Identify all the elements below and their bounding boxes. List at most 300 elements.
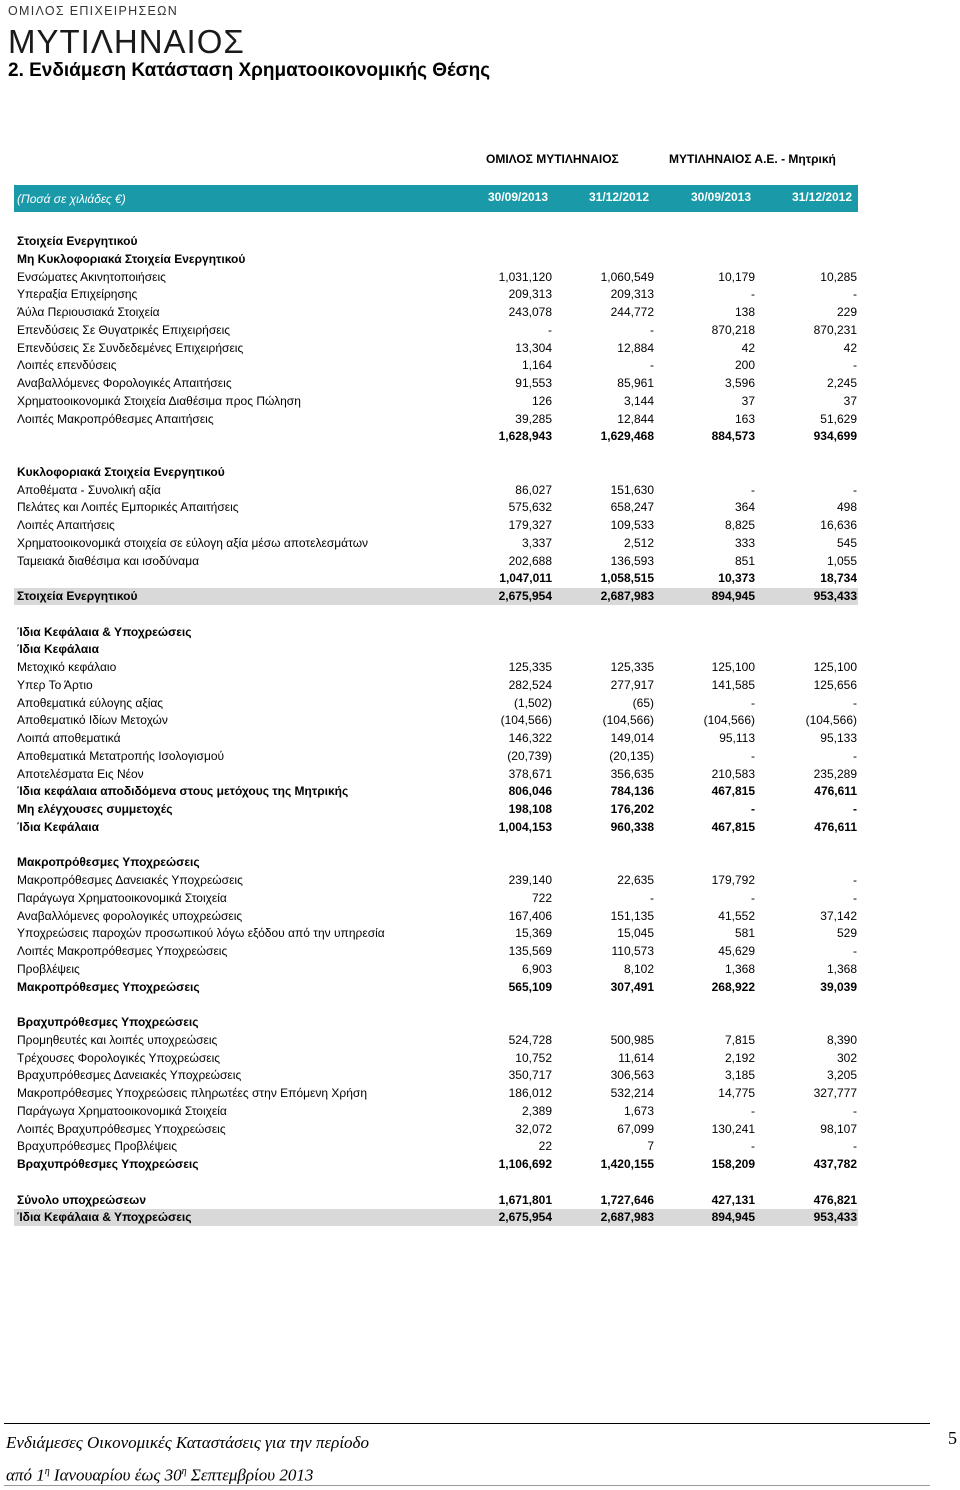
value-cell: 350,717 — [508, 1068, 552, 1083]
value-cell: 12,884 — [617, 340, 654, 355]
value-cell: 243,078 — [508, 305, 552, 319]
value-cell: 545 — [836, 535, 857, 550]
section-heading — [14, 854, 858, 871]
row-label: Προμηθευτές και λοιπές υποχρεώσεις — [17, 1032, 218, 1047]
value-cell: 10,373 — [718, 571, 755, 586]
value-cell: 500,985 — [610, 1032, 654, 1047]
row-label: Ίδια Κεφάλαια & Υποχρεώσεις — [17, 1210, 192, 1225]
value-cell: 3,185 — [724, 1068, 755, 1083]
table-row — [14, 908, 858, 925]
value-cell: 7 — [647, 1139, 654, 1154]
section-heading — [14, 641, 858, 658]
value-cell: 167,406 — [508, 908, 552, 923]
row-label: Αποθεματικά Μετατροπής Ισολογισμού — [17, 748, 225, 763]
value-cell: 109,533 — [610, 518, 654, 532]
parent-column-header: ΜΥΤΙΛΗΝΑΙΟΣ Α.Ε. - Μητρική — [669, 152, 836, 166]
table-row — [14, 357, 858, 374]
value-cell: 1,164 — [521, 358, 552, 373]
value-cell: 15,369 — [515, 926, 552, 941]
value-cell: 806,046 — [508, 784, 552, 799]
value-cell: 6,903 — [521, 961, 552, 976]
row-label: Λοιπές Βραχυπρόθεσμες Υποχρεώσεις — [17, 1121, 226, 1136]
value-cell: 2,389 — [521, 1103, 552, 1118]
value-cell: - — [650, 890, 654, 905]
value-cell: 302 — [836, 1050, 857, 1065]
table-spacer — [14, 606, 858, 623]
value-cell: 18,734 — [820, 571, 857, 586]
table-row — [14, 766, 858, 783]
row-label: Λοιπά αποθεματικά — [17, 731, 121, 745]
value-cell: - — [751, 802, 755, 816]
value-cell: (20,739) — [507, 748, 552, 763]
value-cell: 476,611 — [814, 819, 857, 834]
row-label: Επενδύσεις Σε Θυγατρικές Επιχειρήσεις — [17, 322, 231, 337]
svg-text:ΜΥΤΙΛΗΝΑΙΟΣ: ΜΥΤΙΛΗΝΑΙΟΣ — [8, 24, 245, 58]
value-cell: 467,815 — [711, 784, 755, 799]
row-label: Σύνολο υποχρεώσεων — [17, 1192, 146, 1207]
value-cell: 1,368 — [724, 961, 755, 976]
table-row — [14, 1192, 858, 1209]
section-heading — [14, 624, 858, 641]
value-cell: 8,825 — [724, 518, 755, 532]
table-row — [14, 482, 858, 499]
value-cell: 2,192 — [724, 1050, 755, 1065]
value-cell: 467,815 — [711, 819, 755, 834]
table-row — [14, 428, 858, 445]
footer-divider — [4, 1423, 930, 1424]
row-label: Άύλα Περιουσιακά Στοιχεία — [17, 305, 160, 319]
value-cell: 1,047,011 — [499, 571, 552, 586]
value-cell: - — [853, 482, 857, 497]
value-cell: 202,688 — [508, 553, 552, 568]
value-cell: (104,566) — [602, 713, 654, 728]
value-cell: 7,815 — [724, 1032, 755, 1047]
table-row — [14, 961, 858, 978]
table-row — [14, 269, 858, 286]
value-cell: 235,289 — [813, 766, 857, 781]
value-cell: 532,214 — [610, 1086, 654, 1100]
value-cell: (104,566) — [500, 713, 552, 728]
table-row — [14, 322, 858, 339]
row-label: Ενσώματες Ακινητοποιήσεις — [17, 269, 166, 284]
value-cell: 722 — [531, 890, 552, 905]
value-cell: - — [751, 695, 755, 710]
value-cell: 41,552 — [718, 908, 755, 923]
row-label: Βραχυπρόθεσμες Δανειακές Υποχρεώσεις — [17, 1068, 242, 1083]
value-cell: 125,335 — [508, 660, 552, 674]
value-cell: - — [751, 287, 755, 302]
table-row — [14, 411, 858, 428]
group-column-header: ΟΜΙΛΟΣ ΜΥΤΙΛΗΝΑΙΟΣ — [486, 152, 619, 166]
value-cell: 575,632 — [508, 500, 552, 515]
value-cell: 2,687,983 — [600, 1210, 654, 1225]
value-cell: 364 — [734, 500, 755, 515]
row-label: Υποχρεώσεις παροχών προσωπικού λόγω εξόδου από την υπηρεσία — [17, 926, 385, 941]
value-cell: - — [751, 1139, 755, 1154]
table-row — [14, 712, 858, 729]
footer-text — [6, 1428, 369, 1490]
table-spacer — [14, 837, 858, 854]
value-cell: 437,782 — [813, 1157, 857, 1171]
value-cell: 125,656 — [813, 677, 857, 692]
value-cell: 200 — [734, 358, 755, 373]
footer-line-2: από $1^\eta$ Ιανουαρίου έως $30^\eta$ Σεπτεμβρίου 2013 — [6, 1465, 314, 1485]
value-cell: 42 — [741, 340, 755, 355]
value-cell: 498 — [836, 500, 857, 515]
value-cell: - — [650, 322, 654, 337]
value-cell: - — [853, 287, 857, 302]
value-cell: 229 — [836, 305, 857, 319]
value-cell: 1,055 — [826, 553, 857, 568]
table-row — [14, 1067, 858, 1084]
value-cell: - — [853, 873, 857, 887]
value-cell: 3,144 — [623, 393, 654, 408]
value-cell: 427,131 — [711, 1192, 755, 1207]
row-label: Αναβαλλόμενες φορολογικές υποχρεώσεις — [17, 908, 243, 923]
table-row — [14, 1103, 858, 1120]
value-cell: 307,491 — [610, 979, 654, 994]
value-cell: 244,772 — [610, 305, 654, 319]
value-cell: 2,675,954 — [498, 1210, 552, 1225]
value-cell: 110,573 — [611, 944, 654, 958]
row-label: Μακροπρόθεσμες Δανειακές Υποχρεώσεις — [17, 873, 243, 887]
value-cell: 894,945 — [711, 589, 755, 603]
row-label: Ίδια Κεφάλαια — [17, 642, 99, 657]
value-cell: 85,961 — [617, 376, 654, 390]
logo-wordmark — [8, 24, 308, 58]
row-label: Αποτελέσματα Εις Νέον — [17, 766, 144, 781]
footer-divider-bottom — [4, 1485, 930, 1486]
row-label: Λοιπές Μακροπρόθεσμες Απαιτήσεις — [17, 411, 214, 426]
row-label: Στοιχεία Ενεργητικού — [17, 234, 138, 248]
value-cell: 91,553 — [515, 376, 552, 390]
row-label: Αποθεματικό Ιδίων Μετοχών — [17, 713, 168, 728]
row-label: Λοιπές Μακροπρόθεσμες Υποχρεώσεις — [17, 944, 228, 958]
value-cell: 581 — [734, 926, 755, 941]
value-cell: 1,727,646 — [600, 1192, 654, 1207]
table-row — [14, 570, 858, 587]
table-header-banner — [14, 185, 858, 212]
value-cell: 378,671 — [508, 766, 552, 781]
value-cell: 3,205 — [826, 1068, 857, 1083]
value-cell: 163 — [734, 411, 755, 426]
row-label: Χρηματοοικονομικά Στοιχεία Διαθέσιμα προς Πώληση — [17, 393, 301, 408]
row-label: Βραχυπρόθεσμες Υποχρεώσεις — [17, 1157, 199, 1171]
value-cell: 130,241 — [711, 1121, 755, 1136]
value-cell: - — [853, 944, 857, 958]
value-cell: 524,728 — [508, 1032, 552, 1047]
table-row — [14, 588, 858, 605]
table-row — [14, 553, 858, 570]
row-label: Επενδύσεις Σε Συνδεδεμένες Επιχειρήσεις — [17, 340, 244, 355]
row-label: Βραχυπρόθεσμες Υποχρεώσεις — [17, 1015, 199, 1029]
value-cell: 851 — [734, 553, 755, 568]
value-cell: 953,433 — [813, 589, 857, 603]
section-heading — [14, 251, 858, 268]
table-spacer — [14, 446, 858, 463]
value-cell: 151,135 — [610, 908, 654, 923]
row-label: Στοιχεία Ενεργητικού — [17, 589, 138, 603]
value-cell: 158,209 — [711, 1157, 755, 1171]
table-row — [14, 340, 858, 357]
value-cell: 37,142 — [820, 908, 857, 923]
value-cell: - — [853, 1139, 857, 1154]
value-cell: 10,179 — [718, 269, 755, 284]
table-row — [14, 730, 858, 747]
table-row — [14, 979, 858, 996]
value-cell: 14,775 — [718, 1086, 755, 1100]
table-row — [14, 375, 858, 392]
value-cell: 149,014 — [610, 731, 654, 745]
row-label: Μη Κυκλοφοριακά Στοιχεία Ενεργητικού — [17, 251, 246, 266]
table-row — [14, 1085, 858, 1102]
value-cell: 37 — [741, 393, 755, 408]
value-cell: 2,512 — [623, 535, 654, 550]
table-row — [14, 659, 858, 676]
value-cell: 10,752 — [515, 1050, 552, 1065]
value-cell: 98,107 — [820, 1121, 857, 1136]
value-cell: 39,039 — [820, 979, 857, 994]
value-cell: 894,945 — [711, 1210, 755, 1225]
value-cell: 126 — [531, 393, 552, 408]
value-cell: 11,614 — [618, 1050, 654, 1065]
table-row — [14, 695, 858, 712]
date-header: 31/12/2012 — [791, 190, 853, 204]
value-cell: 1,673 — [623, 1103, 654, 1118]
table-row — [14, 499, 858, 516]
value-cell: - — [548, 322, 552, 337]
value-cell: 15,045 — [617, 926, 654, 941]
value-cell: 135,569 — [508, 944, 552, 958]
value-cell: 870,231 — [813, 322, 857, 337]
table-row — [14, 286, 858, 303]
value-cell: 37 — [843, 393, 857, 408]
row-label: Ίδια Κεφάλαια — [17, 819, 99, 834]
value-cell: 1,629,468 — [600, 429, 654, 444]
row-label: Αποθεματικά εύλογης αξίας — [17, 695, 164, 710]
value-cell: 476,821 — [813, 1192, 857, 1207]
value-cell: 45,629 — [718, 944, 755, 958]
row-label: Λοιπές Απαιτήσεις — [17, 518, 115, 532]
value-cell: 42 — [843, 340, 857, 355]
table-row — [14, 1121, 858, 1138]
value-cell: 125,100 — [711, 660, 755, 674]
value-cell: 239,140 — [508, 873, 552, 887]
row-label: Μετοχικό κεφάλαιο — [17, 660, 117, 674]
table-row — [14, 1050, 858, 1067]
value-cell: 95,113 — [719, 731, 755, 745]
value-cell: 39,285 — [515, 411, 552, 426]
table-row — [14, 943, 858, 960]
value-cell: 125,335 — [610, 660, 654, 674]
value-cell: - — [751, 748, 755, 763]
value-cell: 125,100 — [813, 660, 857, 674]
value-cell: 10,285 — [820, 269, 857, 284]
value-cell: - — [853, 890, 857, 905]
section-heading — [14, 1014, 858, 1031]
row-label: Πελάτες και Λοιπές Εμπορικές Απαιτήσεις — [17, 500, 239, 515]
value-cell: - — [751, 890, 755, 905]
row-label: Κυκλοφοριακά Στοιχεία Ενεργητικού — [17, 464, 225, 479]
value-cell: 179,327 — [508, 518, 552, 532]
value-cell: 198,108 — [508, 802, 552, 816]
footer-line-1: Ενδιάμεσες Οικονομικές Καταστάσεις για την περίοδο — [6, 1433, 369, 1452]
value-cell: 51,629 — [820, 411, 857, 426]
table-row — [14, 890, 858, 907]
value-cell: 2,245 — [826, 376, 857, 390]
value-cell: 1,628,943 — [498, 429, 552, 444]
value-cell: 953,433 — [813, 1210, 857, 1225]
value-cell: 209,313 — [610, 287, 654, 302]
section-heading — [14, 464, 858, 481]
value-cell: 1,106,692 — [498, 1157, 552, 1171]
value-cell: 1,058,515 — [600, 571, 654, 586]
row-label: Υπερ Το Άρτιο — [17, 677, 93, 692]
date-header: 30/09/2013 — [487, 190, 549, 204]
page-title: 2. Ενδιάμεση Κατάσταση Χρηματοοικονομικής Θέσης — [8, 60, 491, 81]
value-cell: 138 — [734, 305, 755, 319]
value-cell: (65) — [632, 695, 654, 710]
value-cell: 176,202 — [610, 802, 654, 816]
value-cell: 476,611 — [814, 784, 857, 799]
value-cell: 1,031,120 — [498, 269, 552, 284]
value-cell: 565,109 — [508, 979, 552, 994]
row-label: Αποθέματα - Συνολική αξία — [17, 482, 161, 497]
value-cell: 151,630 — [610, 482, 654, 497]
value-cell: 934,699 — [813, 429, 857, 444]
value-cell: 146,322 — [508, 731, 552, 745]
value-cell: 306,563 — [610, 1068, 654, 1083]
value-cell: 1,060,549 — [600, 269, 654, 284]
value-cell: 8,102 — [623, 961, 654, 976]
value-cell: 784,136 — [610, 784, 654, 799]
unit-label: (Ποσά σε χιλιάδες €) — [17, 192, 126, 206]
table-row — [14, 677, 858, 694]
value-cell: (104,566) — [805, 713, 857, 728]
row-label: Προβλέψεις — [17, 961, 80, 976]
row-label: Ίδια Κεφάλαια & Υποχρεώσεις — [17, 624, 192, 639]
table-spacer — [14, 1174, 858, 1191]
value-cell: (1,502) — [513, 695, 552, 710]
value-cell: 16,636 — [820, 518, 857, 532]
table-row — [14, 1156, 858, 1173]
date-header: 31/12/2012 — [588, 190, 650, 204]
row-label: Μακροπρόθεσμες Υποχρεώσεις πληρωτέες στην Επόμενη Χρήση — [17, 1086, 367, 1100]
row-label: Παράγωγα Χρηματοοικονομικά Στοιχεία — [17, 890, 227, 905]
value-cell: 12,844 — [617, 411, 654, 426]
value-cell: 209,313 — [508, 287, 552, 302]
value-cell: 32,072 — [515, 1121, 552, 1136]
table-row — [14, 925, 858, 942]
value-cell: 2,687,983 — [600, 589, 654, 603]
table-row — [14, 819, 858, 836]
logo-subtitle: ΟΜΙΛΟΣ ΕΠΙΧΕΙΡΗΣΕΩΝ — [8, 4, 179, 18]
value-cell: 210,583 — [711, 766, 755, 781]
value-cell: - — [853, 1103, 857, 1118]
value-cell: - — [853, 695, 857, 710]
table-row — [14, 517, 858, 534]
table-row — [14, 872, 858, 889]
value-cell: 529 — [836, 926, 857, 941]
value-cell: (20,135) — [609, 748, 654, 763]
value-cell: 186,012 — [508, 1086, 552, 1100]
row-label: Παράγωγα Χρηματοοικονομικά Στοιχεία — [17, 1103, 227, 1118]
row-label: Αναβαλλόμενες Φορολογικές Απαιτήσεις — [17, 376, 232, 390]
value-cell: 333 — [734, 535, 755, 550]
value-cell: 3,596 — [724, 376, 755, 390]
value-cell: - — [853, 358, 857, 373]
table-row — [14, 1032, 858, 1049]
value-cell: 1,368 — [826, 961, 857, 976]
row-label: Χρηματοοικονομικά στοιχεία σε εύλογη αξία μέσω αποτελεσμάτων — [17, 535, 369, 550]
value-cell: 658,247 — [610, 500, 654, 515]
value-cell: 136,593 — [610, 553, 654, 568]
date-header: 30/09/2013 — [690, 190, 752, 204]
row-label: Μακροπρόθεσμες Υποχρεώσεις — [17, 979, 200, 994]
table-row — [14, 801, 858, 818]
value-cell: - — [853, 802, 857, 816]
value-cell: - — [751, 1103, 755, 1118]
row-label: Τρέχουσες Φορολογικές Υποχρεώσεις — [17, 1050, 221, 1065]
value-cell: 22 — [538, 1139, 552, 1154]
value-cell: (104,566) — [703, 713, 755, 728]
value-cell: 282,524 — [508, 677, 552, 692]
value-cell: 277,917 — [610, 677, 654, 692]
value-cell: 356,635 — [610, 766, 654, 781]
value-cell: 268,922 — [711, 979, 755, 994]
value-cell: 13,304 — [515, 340, 552, 355]
row-label: Υπεραξία Επιχείρησης — [17, 287, 138, 302]
section-heading — [14, 233, 858, 250]
table-row — [14, 1209, 858, 1226]
value-cell: 67,099 — [617, 1121, 654, 1136]
value-cell: 870,218 — [711, 322, 755, 337]
value-cell: - — [751, 482, 755, 497]
table-row — [14, 1138, 858, 1155]
table-row — [14, 535, 858, 552]
row-label: Ταμειακά διαθέσιμα και ισοδύναμα — [17, 553, 200, 568]
table-row — [14, 783, 858, 800]
table-row — [14, 304, 858, 321]
value-cell: 884,573 — [711, 429, 755, 444]
value-cell: 3,337 — [521, 535, 552, 550]
value-cell: 22,635 — [617, 873, 654, 887]
row-label: Βραχυπρόθεσμες Προβλέψεις — [17, 1139, 177, 1154]
table-spacer — [14, 996, 858, 1013]
value-cell: 179,792 — [711, 873, 755, 887]
value-cell: 1,671,801 — [498, 1192, 552, 1207]
value-cell: 327,777 — [813, 1086, 857, 1100]
page-number: 5 — [948, 1428, 957, 1448]
table-row — [14, 393, 858, 410]
table-row — [14, 748, 858, 765]
value-cell: 1,004,153 — [498, 819, 552, 834]
value-cell: - — [853, 748, 857, 763]
value-cell: 141,585 — [711, 677, 755, 692]
row-label: Μακροπρόθεσμες Υποχρεώσεις — [17, 855, 200, 870]
value-cell: 960,338 — [610, 819, 654, 834]
value-cell: 8,390 — [826, 1032, 857, 1047]
row-label: Μη ελέγχουσες συμμετοχές — [17, 802, 173, 816]
company-logo — [8, 4, 308, 58]
value-cell: 2,675,954 — [498, 589, 552, 603]
value-cell: - — [650, 358, 654, 373]
value-cell: 1,420,155 — [600, 1157, 654, 1171]
value-cell: 86,027 — [515, 482, 552, 497]
row-label: Ίδια κεφάλαια αποδιδόμενα στους μετόχους της Μητρικής — [17, 784, 349, 799]
value-cell: 95,133 — [820, 731, 857, 745]
row-label: Λοιπές επενδύσεις — [17, 358, 117, 373]
